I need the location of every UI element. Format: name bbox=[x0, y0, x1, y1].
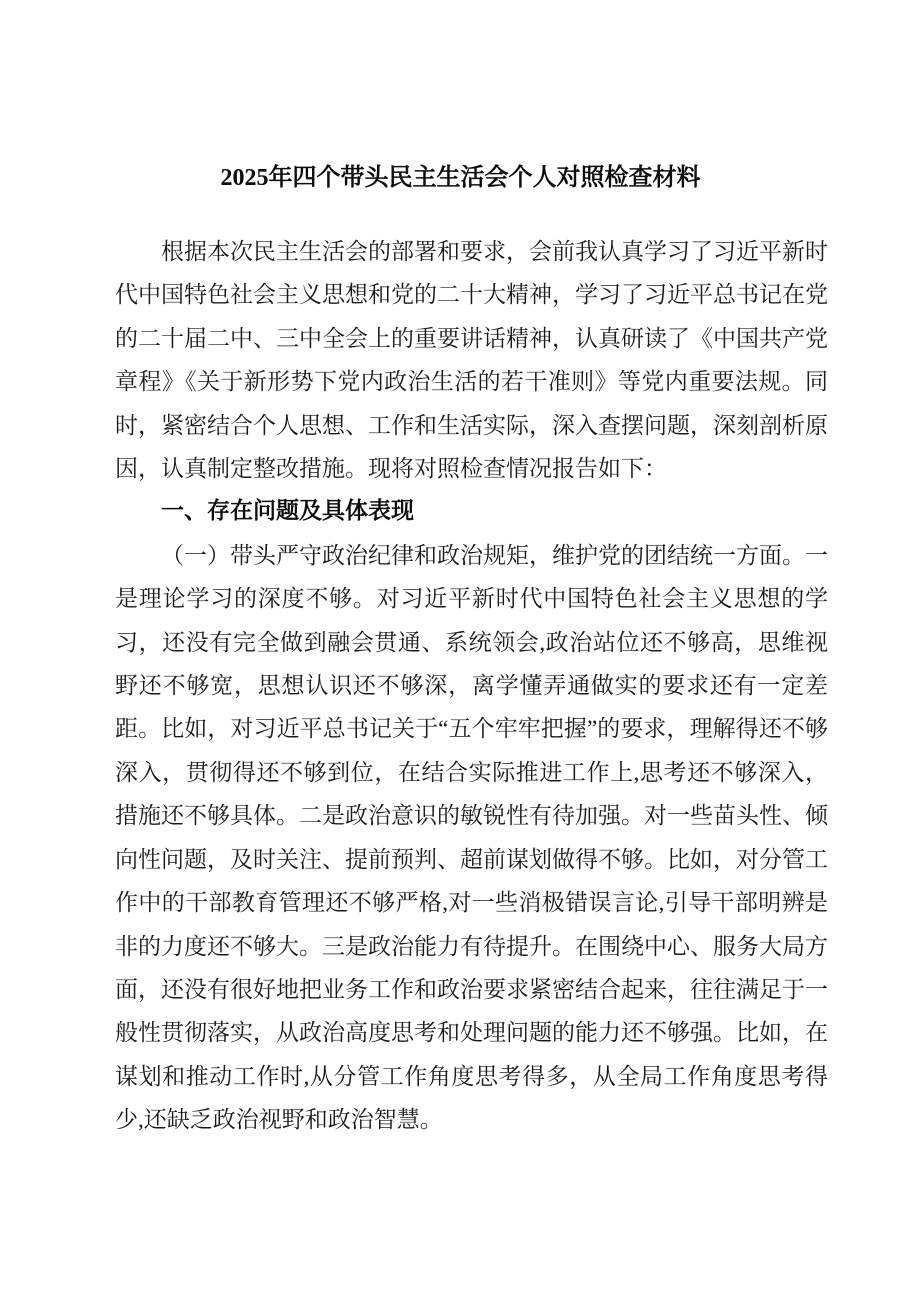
document-title: 2025年四个带头民主生活会个人对照检查材料 bbox=[220, 165, 701, 191]
section-heading: 一、存在问题及具体表现 bbox=[161, 498, 414, 525]
document-body bbox=[115, 230, 828, 1142]
intro-paragraph: 根据本次民主生活会的部署和要求，会前我认真学习了习近平新时代中国特色社会主义思想和党的二十大精神，学习了习近平总书记在党的二十届二中、三中全会上的重要讲话精神，认真研读了《中国共产党章程》《关于新形势下党内政治生活的若干准则》等党内重要法规。同时，紧密结合个人思想、工作和生活实际，深入查摆问题，深刻剖析原因，认真制定整改措施。现将对照检查情况报告如下： bbox=[115, 239, 828, 482]
section-paragraph: （一）带头严守政治纪律和政治规矩，维护党的团结统一方面。一是理论学习的深度不够。对习近平新时代中国特色社会主义思想的学习，还没有完全做到融会贯通、系统领会,政治站位还不够高，思维视野还不够宽，思想认识还不够深，离学懂弄通做实的要求还有一定差距。比如，对习近平总书记关于“五个牢牢把握”的要求，理解得还不够深入，贯彻得还不够到位，在结合实际推进工作上,思考还不够深入，措施还不够具体。二是政治意识的敏锐性有待加强。对一些苗头性、倾向性问题，及时关注、提前预判、超前谋划做得不够。比如，对分管工作中的干部教育管理还不够严格,对一些消极错误言论,引导干部明辨是非的力度还不够大。三是政治能力有待提升。在围绕中心、服务大局方面，还没有很好地把业务工作和政治要求紧密结合起来，往往满足于一般性贯彻落实，从政治高度思考和处理问题的能力还不够强。比如，在谋划和推动工作时,从分管工作角度思考得多，从全局工作角度思考得少,还缺乏政治视野和政治智慧。 bbox=[115, 542, 828, 1133]
